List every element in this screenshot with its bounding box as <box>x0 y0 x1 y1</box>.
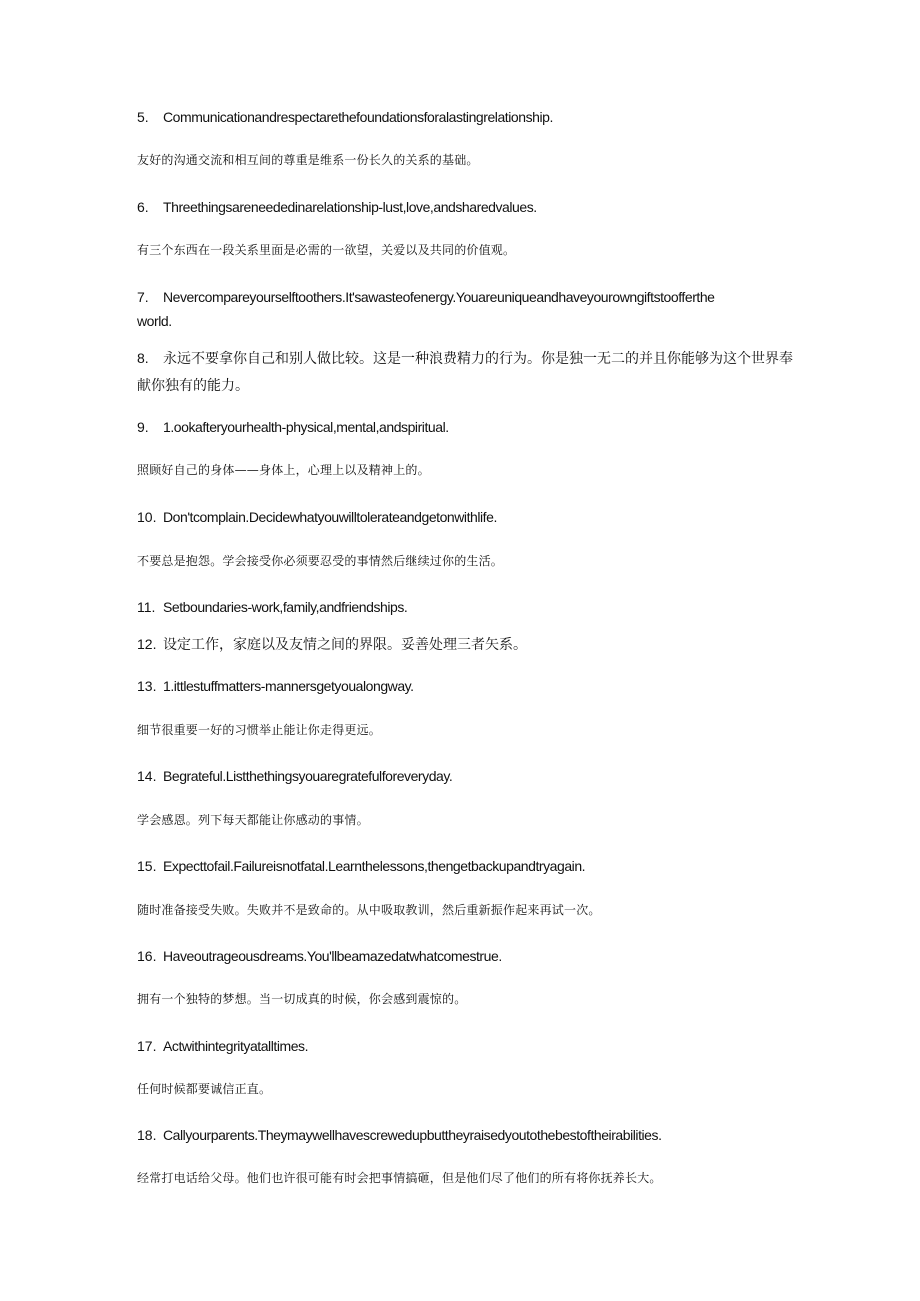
item-number: 7. <box>137 289 149 305</box>
item-number: 8. <box>137 350 149 366</box>
item-5-chinese: 友好的沟通交流和相互间的尊重是维系一份长久的关系的基础。 <box>137 153 479 167</box>
item-9-chinese: 照顾好自己的身体——身体上，心理上以及精神上的。 <box>137 463 430 477</box>
item-11-english <box>137 595 810 619</box>
item-number: 18. <box>137 1127 157 1143</box>
item-16-english <box>137 944 810 968</box>
english-text: 1.ittlestuffmatters-mannersgetyoualongway. <box>163 678 414 694</box>
item-8-chinese <box>137 345 797 400</box>
item-number: 6. <box>137 199 149 215</box>
item-15-english <box>137 854 810 878</box>
item-number: 17. <box>137 1038 157 1054</box>
item-9-english <box>137 415 810 439</box>
english-text: Begrateful.Listthethingsyouaregratefulforeveryday. <box>163 768 453 784</box>
item-13-chinese: 细节很重要一好的习惯举止能让你走得更远。 <box>137 723 382 737</box>
english-text: Actwithintegrityatalltimes. <box>163 1038 309 1054</box>
item-10-english <box>137 505 810 529</box>
chinese-text: 设定工作，家庭以及友情之间的界限。妥善处理三者矢系。 <box>163 637 527 653</box>
english-text: Callyourparents.Theymaywellhavescrewedupbuttheyraisedyoutothebestoftheirabilities. <box>163 1127 662 1143</box>
item-number: 12. <box>137 636 157 652</box>
item-18-english <box>137 1123 810 1147</box>
english-text: Nevercompareyourselftoothers.It'sawasteofenergy.Youareuniqueandhaveyourowngiftstoofferthe <box>163 289 715 305</box>
english-text: Haveoutrageousdreams.You'llbeamazedatwhatcomestrue. <box>163 948 502 964</box>
english-text: Don'tcomplain.Decidewhatyouwilltolerateandgetonwithlife. <box>163 509 497 525</box>
item-18-chinese: 经常打电话给父母。他们也许很可能有时会把事情搞砸，但是他们尽了他们的所有将你抚养长大。 <box>137 1171 662 1185</box>
item-13-english <box>137 674 810 698</box>
item-7-english <box>137 285 810 309</box>
item-number: 11. <box>137 599 156 615</box>
item-number: 10. <box>137 509 157 525</box>
item-6-english <box>137 195 810 219</box>
item-7-english-continued: world. <box>137 313 172 329</box>
item-14-english <box>137 764 810 788</box>
item-15-chinese: 随时准备接受失败。失败并不是致命的。从中吸取教训，然后重新振作起来再试一次。 <box>137 903 601 917</box>
item-12-chinese <box>137 631 797 659</box>
item-5-english <box>137 105 810 129</box>
english-text: Communicationandrespectarethefoundationsforalastingrelationship. <box>163 109 553 125</box>
item-10-chinese: 不要总是抱怨。学会接受你必须要忍受的事情然后继续过你的生活。 <box>137 554 504 568</box>
english-text: Threethingsareneededinarelationship-lust,love,andsharedvalues. <box>163 199 537 215</box>
item-number: 15. <box>137 858 157 874</box>
item-number: 14. <box>137 768 157 784</box>
chinese-text: 永远不要拿你自己和别人做比较。这是一种浪费精力的行为。你是独一无二的并且你能够为这个世界奉献你独有的能力。 <box>137 351 793 394</box>
english-text: Expecttofail.Failureisnotfatal.Learnthelessons,thengetbackupandtryagain. <box>163 858 586 874</box>
english-text: 1.ookafteryourhealth-physical,mental,andspiritual. <box>163 419 449 435</box>
english-text: Setboundaries-work,family,andfriendships. <box>163 599 408 615</box>
item-number: 9. <box>137 419 149 435</box>
item-number: 5. <box>137 109 149 125</box>
item-number: 16. <box>137 948 157 964</box>
item-number: 13. <box>137 678 157 694</box>
item-14-chinese: 学会感恩。列下每天都能让你感动的事情。 <box>137 813 369 827</box>
item-17-english <box>137 1034 810 1058</box>
item-6-chinese: 有三个东西在一段关系里面是必需的一欲望，关爱以及共同的价值观。 <box>137 243 516 257</box>
item-16-chinese: 拥有一个独特的梦想。当一切成真的时候，你会感到震惊的。 <box>137 992 467 1006</box>
item-17-chinese: 任何时候都要诚信正直。 <box>137 1082 272 1096</box>
